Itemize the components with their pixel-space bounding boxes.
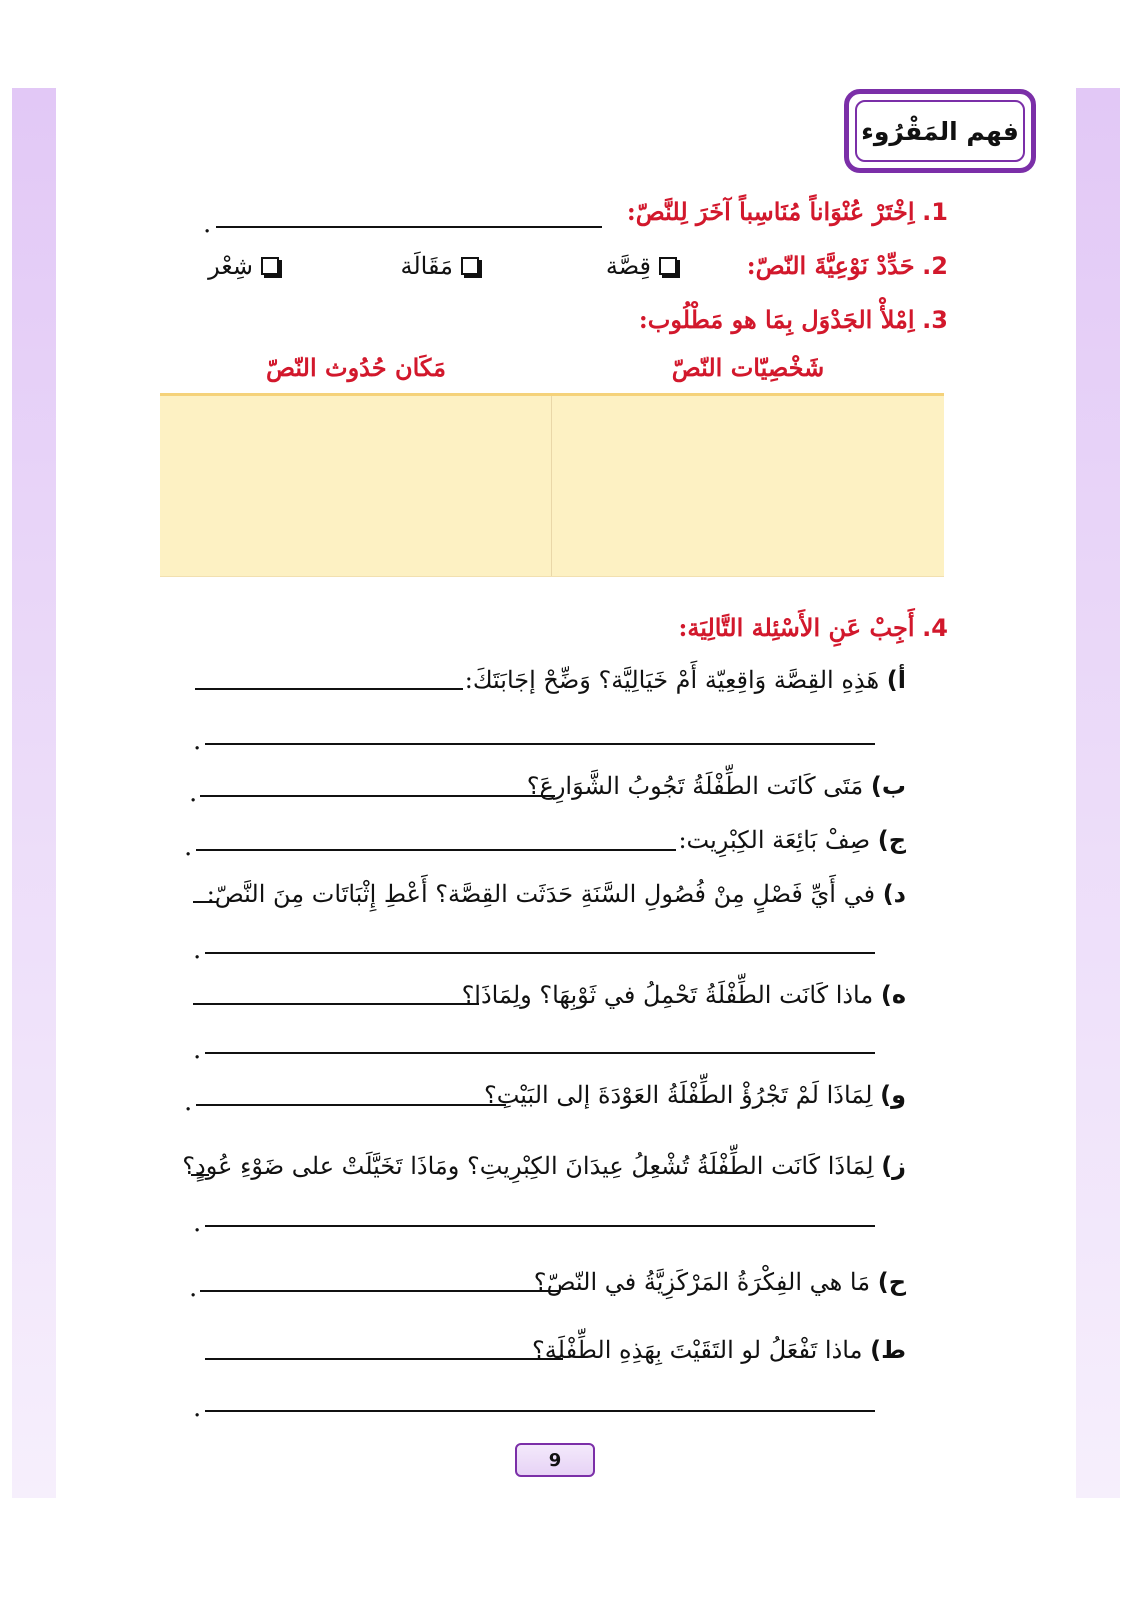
question-2-number: 2. [922,252,948,280]
table-body [160,393,944,577]
question-4h-letter: ح) [877,1268,906,1296]
question-3-text: اِمْلأْ الجَدْوَل بِمَا هو مَطْلُوب: [638,305,915,334]
option-poem-label: شِعْر [208,252,253,280]
question-4h-text: مَا هي الفِكْرَةُ المَرْكَزِيَّةُ في النّصّ؟ [533,1268,871,1296]
answer-line[interactable] [200,795,555,797]
section-title-box [844,89,1036,173]
question-4d-letter: د) [882,880,906,908]
answer-line[interactable] [193,1003,479,1005]
question-3-number: 3. [922,306,948,334]
question-4g-text: لِمَاذَا كَانَت الطِّفْلَةُ تُشْعِلُ عِيدَانَ الكِبْرِيتِ؟ ومَاذَا تَخَيَّلَتْ على ضَوْءِ عُودٍ؟ [182,1152,874,1180]
question-4i-text: ماذا تَفْعَلُ لو التَقَيْتَ بِهَذِهِ الطِّفْلَة؟ [532,1336,863,1364]
question-4 [678,608,948,648]
checkbox-icon[interactable] [461,257,479,275]
page-number-text: 9 [548,1449,562,1471]
question-4b-letter: ب) [870,772,906,800]
answer-end-dot: . [193,726,202,756]
answer-line[interactable] [196,849,676,851]
answer-end-dot: . [193,1035,202,1065]
answer-end-dot: . [189,778,198,808]
question-4c-text: صِفْ بَائِعَة الكِبْرِيت: [678,826,871,854]
answer-end-dot: . [193,1208,202,1238]
answer-end-dot: . [184,832,193,862]
question-4i [532,1330,906,1370]
question-1-text: اِخْتَرْ عُنْوَاناً مُنَاسِباً آخَرَ لِلنَّصّ: [626,197,915,226]
question-4i-letter: ط) [870,1336,906,1364]
question-4d-text: في أَيِّ فَصْلٍ مِنْ فُصُولِ السَّنَةِ حَدَثَت القِصَّة؟ أَعْطِ إِثْبَاتَات مِنَ النَّصّ: [206,880,876,908]
question-1 [627,192,948,232]
question-4e [462,975,906,1015]
option-article[interactable] [401,246,480,286]
answer-line[interactable] [205,1358,563,1360]
question-1-end-dot: . [203,209,212,239]
question-4c [678,820,906,860]
option-story[interactable] [606,246,677,286]
answer-line[interactable] [205,1225,875,1227]
question-4e-text: ماذا كَانَت الطِّفْلَةُ تَحْمِلُ في ثَوْبِهَا؟ ولِمَاذَا؟ [461,981,874,1009]
question-4c-letter: ج) [877,826,906,854]
answer-line[interactable] [196,1104,506,1106]
answer-line[interactable] [205,1052,875,1054]
answer-line[interactable] [200,1290,560,1292]
answer-end-dot: . [189,1273,198,1303]
table-header-characters: شَخْصِيّات النّصّ [671,353,825,382]
question-4a [465,660,906,700]
question-1-number: 1. [922,198,948,226]
question-2 [747,246,948,286]
question-4g [182,1146,906,1186]
question-4a-letter: أ) [886,666,906,694]
table-header-place: مَكَان حُدُوث النّصّ [266,353,446,382]
answer-line[interactable] [205,952,875,954]
right-decorative-band [1076,88,1120,1498]
checkbox-icon[interactable] [261,257,279,275]
answer-line[interactable] [205,743,875,745]
question-3 [639,300,948,340]
question-4b [527,766,906,806]
section-title-inner-frame [855,100,1025,162]
checkbox-icon[interactable] [659,257,677,275]
question-4f [484,1075,906,1115]
table-header [160,345,944,393]
option-article-label: مَقَالَة [400,252,453,280]
answer-end-dot: . [193,935,202,965]
answer-end-dot: . [184,1087,193,1117]
question-4g-letter: ز) [881,1152,906,1180]
question-4a-text: هَذِهِ القِصَّة وَاقِعِيّة أَمْ خَيَالِيَّة؟ وَضِّحْ إجَابَتَكَ: [464,666,880,694]
question-4-number: 4. [922,614,948,642]
question-4f-letter: و) [880,1081,906,1109]
question-4b-text: مَتَى كَانَت الطِّفْلَةُ تَجُوبُ الشَّوَارِعَ؟ [526,772,864,800]
answer-line[interactable] [195,688,463,690]
question-4-text: أَجِبْ عَنِ الأَسْئِلة التَّالِيَة: [678,613,915,642]
question-4e-letter: ه) [880,981,906,1009]
answer-line[interactable] [205,1410,875,1412]
question-1-answer-line[interactable] [216,226,602,228]
option-poem[interactable] [208,246,279,286]
answer-line[interactable] [191,1174,209,1176]
question-4h [534,1262,906,1302]
question-2-text: حَدِّدْ نَوْعِيَّةَ النّصّ: [746,251,915,280]
answer-end-dot: . [193,1393,202,1423]
answer-line[interactable] [193,901,217,903]
table-cell-place[interactable] [160,396,552,576]
left-decorative-band [12,88,56,1498]
page-number [515,1443,595,1477]
option-story-label: قِصَّة [605,252,651,280]
question-4f-text: لِمَاذَا لَمْ تَجْرُؤْ الطِّفْلَةُ العَوْدَةَ إلى البَيْتِ؟ [483,1081,873,1109]
question-4d [207,874,906,914]
table-cell-characters[interactable] [552,396,944,576]
section-title: فهم المَقْرُوء [861,116,1019,146]
